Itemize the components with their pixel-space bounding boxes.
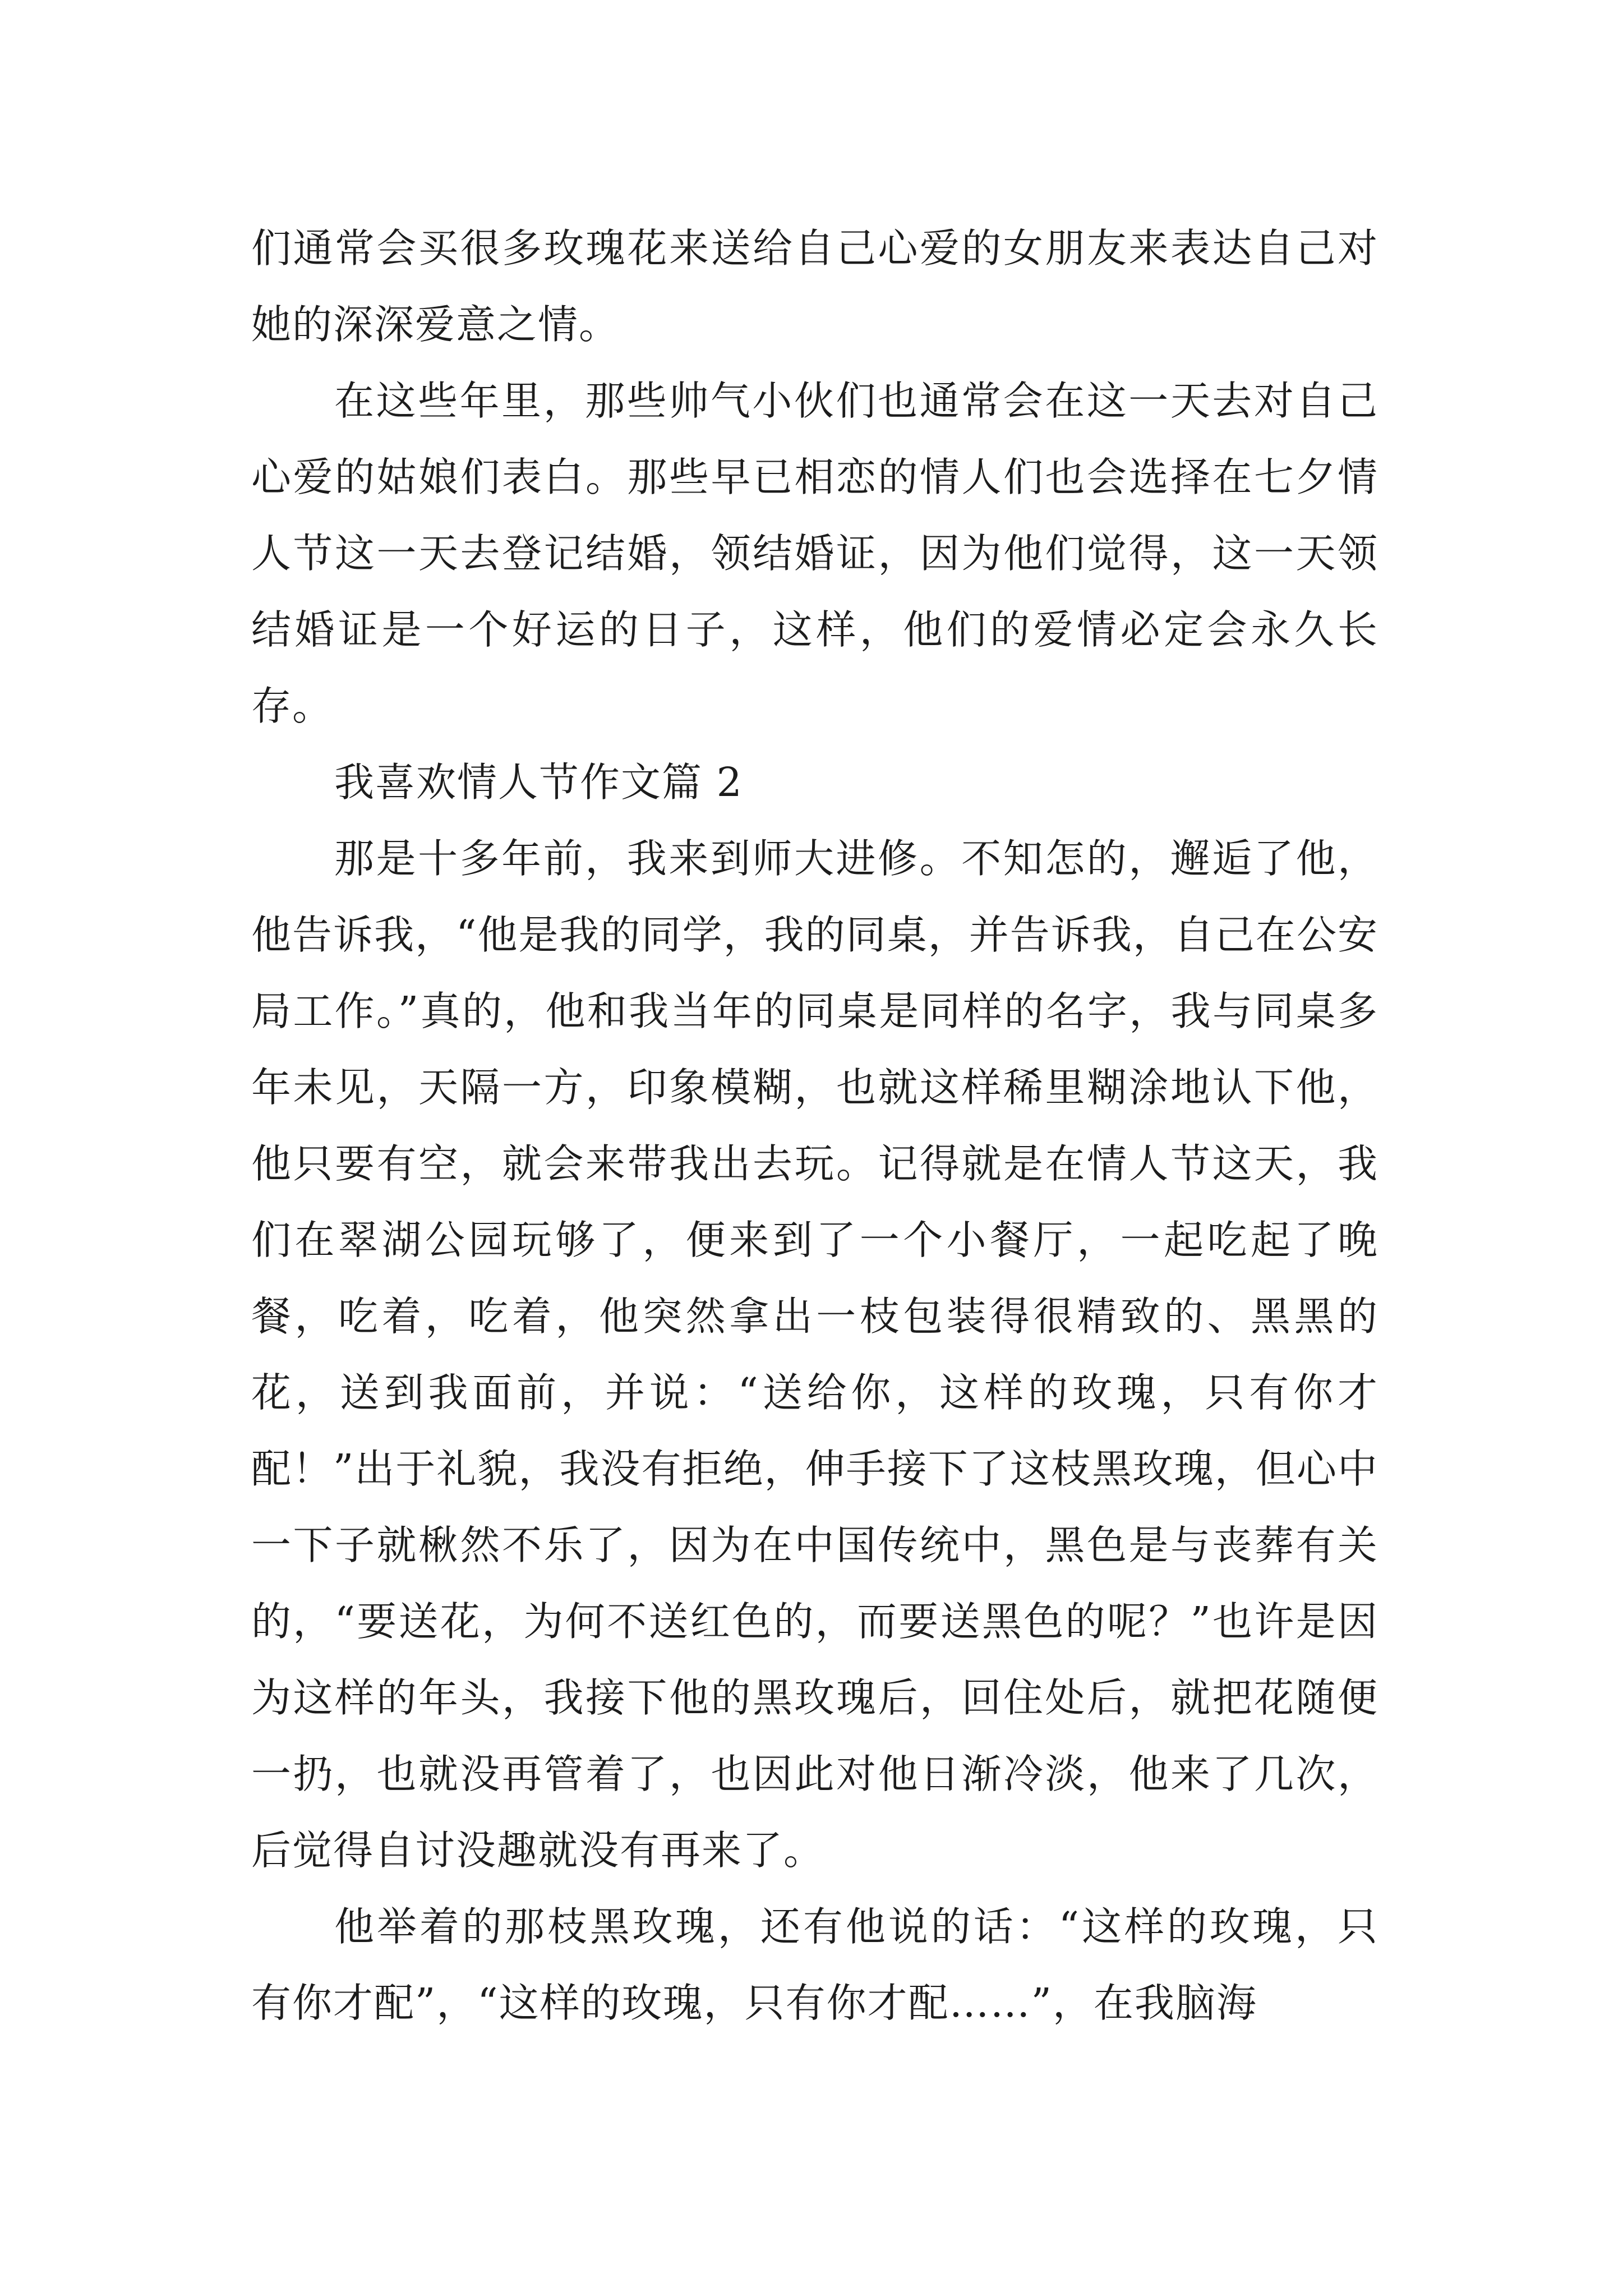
section-heading: 我喜欢情人节作文篇 2 <box>334 759 743 806</box>
paragraph-continuation: 们通常会买很多玫瑰花来送给自己心爱的女朋友来表达自己对她的深深爱意之情。 <box>251 225 1378 348</box>
paragraph-confession: 在这些年里，那些帅气小伙们也通常会在这一天去对自己心爱的姑娘们表白。那些早已相恋的情人们也会选择在七夕情人节这一天去登记结婚，领结婚证，因为他们觉得，这一天领结婚证是一个好运的日子，这样，他们的爱情必定会永久长存。 <box>251 378 1378 729</box>
document-body <box>251 210 1378 2041</box>
paragraph-story: 那是十多年前，我来到师大进修。不知怎的，邂逅了他，他告诉我，“他是我的同学，我的同桌，并告诉我，自己在公安局工作。”真的，他和我当年的同桌是同样的名字，我与同桌多年未见，天隔一方，印象模糊，也就这样稀里糊涂地认下他，他只要有空，就会来带我出去玩。记得就是在情人节这天，我们在翠湖公园玩够了，便来到了一个小餐厅，一起吃起了晚餐，吃着，吃着，他突然拿出一枝包装得很精致的、黑黑的花，送到我面前，并说：“送给你，这样的玫瑰，只有你才配！”出于礼貌，我没有拒绝，伸手接下了这枝黑玫瑰，但心中一下子就楸然不乐了，因为在中国传统中，黑色是与丧葬有关的，“要送花，为何不送红色的，而要送黑色的呢？”也许是因为这样的年头，我接下他的黑玫瑰后，回住处后，就把花随便一扔，也就没再管着了，也因此对他日渐冷淡，他来了几次，后觉得自讨没趣就没有再来了。 <box>251 835 1378 1874</box>
paragraph-memory: 他举着的那枝黑玫瑰，还有他说的话：“这样的玫瑰，只有你才配”，“这样的玫瑰，只有你才配……”，在我脑海 <box>251 1903 1378 2026</box>
